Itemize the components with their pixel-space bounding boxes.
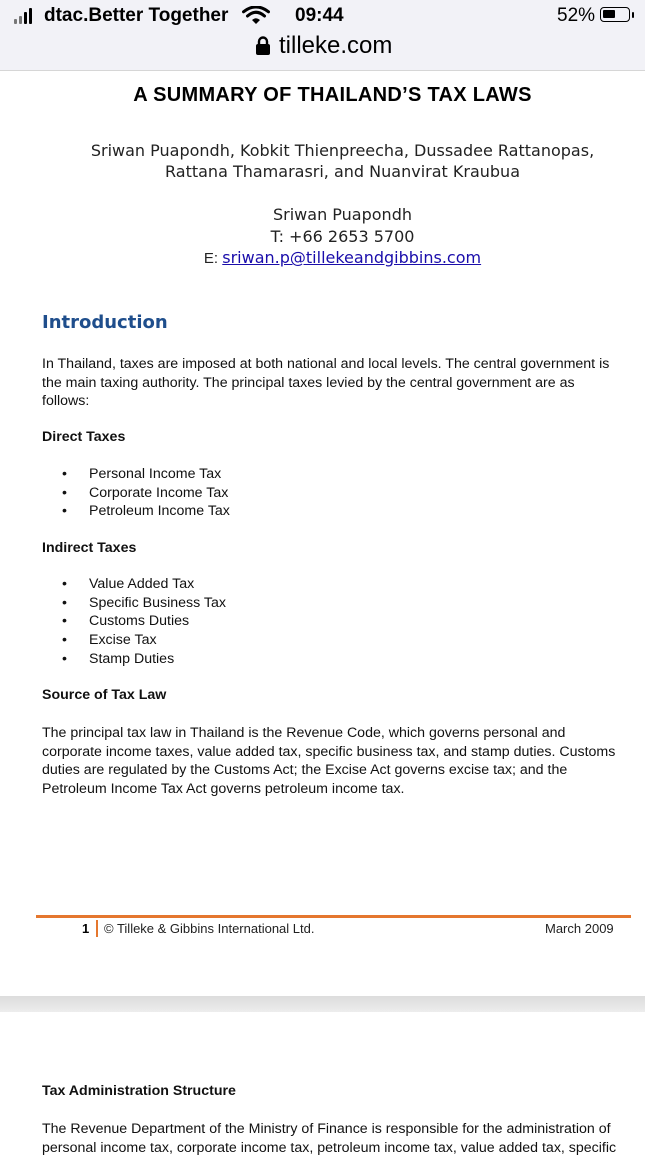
section-heading-introduction: Introduction bbox=[42, 312, 168, 333]
subheading-direct-taxes: Direct Taxes bbox=[42, 429, 125, 445]
paragraph-line: The principal tax law in Thailand is the Revenue Code, which governs personal and bbox=[42, 724, 617, 743]
paragraph-line: duties are regulated by the Customs Act; the Excise Act governs excise tax; and the bbox=[42, 761, 617, 780]
email-link[interactable]: sriwan.p@tillekeandgibbins.com bbox=[222, 248, 481, 267]
intro-paragraph bbox=[42, 355, 617, 411]
document-title: A SUMMARY OF THAILAND’S TAX LAWS bbox=[0, 84, 645, 107]
battery-nub bbox=[632, 12, 634, 18]
list-item: • Personal Income Tax bbox=[62, 465, 230, 484]
paragraph-line: corporate income taxes, value added tax, specific business tax, and stamp duties. Customs bbox=[42, 743, 617, 762]
cellular-signal-icon bbox=[14, 8, 32, 24]
wifi-icon bbox=[242, 6, 270, 26]
battery-icon bbox=[600, 7, 630, 22]
list-item: • Excise Tax bbox=[62, 631, 226, 650]
list-item: • Customs Duties bbox=[62, 612, 226, 631]
battery-percent: 52% bbox=[557, 5, 595, 27]
email-label: E: bbox=[204, 250, 218, 267]
battery-level-fill bbox=[603, 10, 615, 18]
footer-date: March 2009 bbox=[545, 921, 614, 936]
contact-name: Sriwan Puapondh bbox=[0, 205, 645, 224]
paragraph-line: personal income tax, corporate income tax, petroleum income tax, value added tax, specific bbox=[42, 1139, 617, 1157]
subheading-tax-administration: Tax Administration Structure bbox=[42, 1083, 236, 1099]
authors-line-1: Sriwan Puapondh, Kobkit Thienpreecha, Dussadee Rattanopas, bbox=[0, 141, 645, 160]
address-bar-url[interactable]: tilleke.com bbox=[279, 32, 392, 60]
clock-time: 09:44 bbox=[295, 5, 344, 27]
source-paragraph bbox=[42, 724, 617, 798]
contact-email-line bbox=[0, 248, 645, 267]
authors-line-2: Rattana Thamarasri, and Nuanvirat Kraubua bbox=[0, 162, 645, 181]
lock-icon bbox=[255, 36, 271, 56]
paragraph-line: Petroleum Income Tax Act governs petroleum income tax. bbox=[42, 780, 617, 799]
footer-page-number: 1 bbox=[82, 921, 89, 936]
paragraph-line: The Revenue Department of the Ministry of Finance is responsible for the administration of bbox=[42, 1120, 617, 1139]
subheading-source-of-tax-law: Source of Tax Law bbox=[42, 687, 166, 703]
status-bar bbox=[0, 0, 645, 71]
subheading-indirect-taxes: Indirect Taxes bbox=[42, 540, 136, 556]
list-item: • Value Added Tax bbox=[62, 575, 226, 594]
list-item: • Specific Business Tax bbox=[62, 594, 226, 613]
footer-copyright: © Tilleke & Gibbins International Ltd. bbox=[104, 921, 314, 936]
list-item: • Petroleum Income Tax bbox=[62, 502, 230, 521]
list-item: • Corporate Income Tax bbox=[62, 484, 230, 503]
paragraph-line: In Thailand, taxes are imposed at both national and local levels. The central government is bbox=[42, 355, 617, 374]
admin-paragraph bbox=[42, 1120, 617, 1157]
contact-phone: T: +66 2653 5700 bbox=[0, 227, 645, 246]
indirect-taxes-list bbox=[62, 575, 226, 668]
footer-rule bbox=[36, 915, 631, 918]
list-item: • Stamp Duties bbox=[62, 650, 226, 669]
carrier-name: dtac.Better Together bbox=[44, 5, 228, 27]
footer-divider bbox=[96, 920, 98, 937]
paragraph-line: follows: bbox=[42, 392, 617, 411]
direct-taxes-list bbox=[62, 465, 230, 521]
paragraph-line: the main taxing authority. The principal taxes levied by the central government are as bbox=[42, 374, 617, 393]
page-break bbox=[0, 996, 645, 1012]
